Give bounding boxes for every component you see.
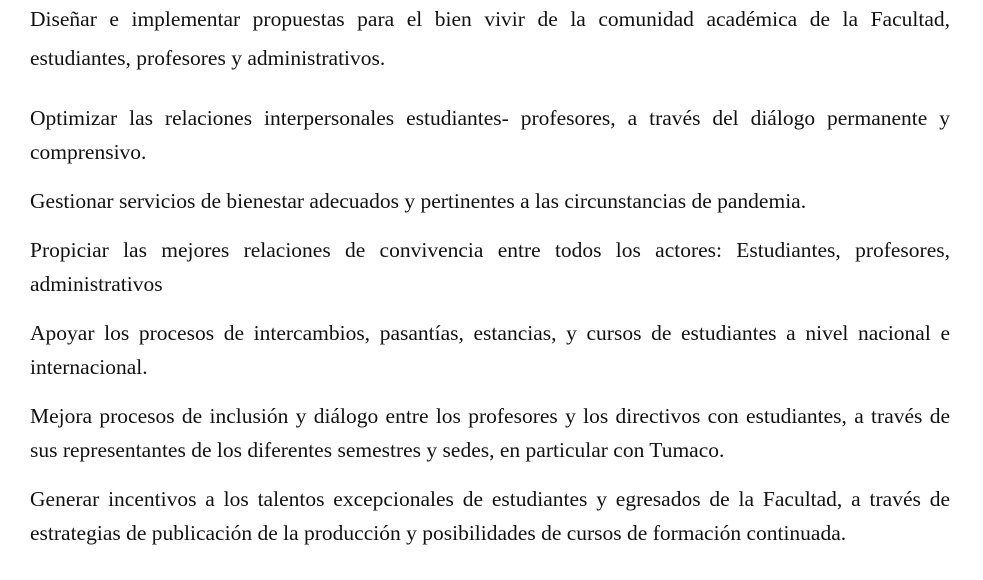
paragraph-objective-5: Apoyar los procesos de intercambios, pasantías, estancias, y cursos de estudiantes a nivel nacional e internacional.: [30, 321, 950, 379]
paragraph-objective-1: Diseñar e implementar propuestas para el bien vivir de la comunidad académica de la Facultad, estudiantes, profesores y administrativos.: [30, 7, 950, 70]
document-body: [30, 0, 950, 550]
paragraph-objective-7: Generar incentivos a los talentos excepcionales de estudiantes y egresados de la Facultad, a través de estrategias de publicación de la producción y posibilidades de cursos de formación continuada.: [30, 487, 950, 545]
paragraph-objective-3: Gestionar servicios de bienestar adecuados y pertinentes a las circunstancias de pandemia.: [30, 189, 807, 213]
paragraph-objective-6: Mejora procesos de inclusión y diálogo entre los profesores y los directivos con estudiantes, a través de sus representantes de los diferentes semestres y sedes, en particular con Tumaco.: [30, 404, 950, 462]
paragraph-objective-4: Propiciar las mejores relaciones de convivencia entre todos los actores: Estudiantes, profesores, administrativos: [30, 238, 950, 296]
paragraph-objective-2: Optimizar las relaciones interpersonales estudiantes- profesores, a través del diálogo permanente y comprensivo.: [30, 106, 950, 164]
